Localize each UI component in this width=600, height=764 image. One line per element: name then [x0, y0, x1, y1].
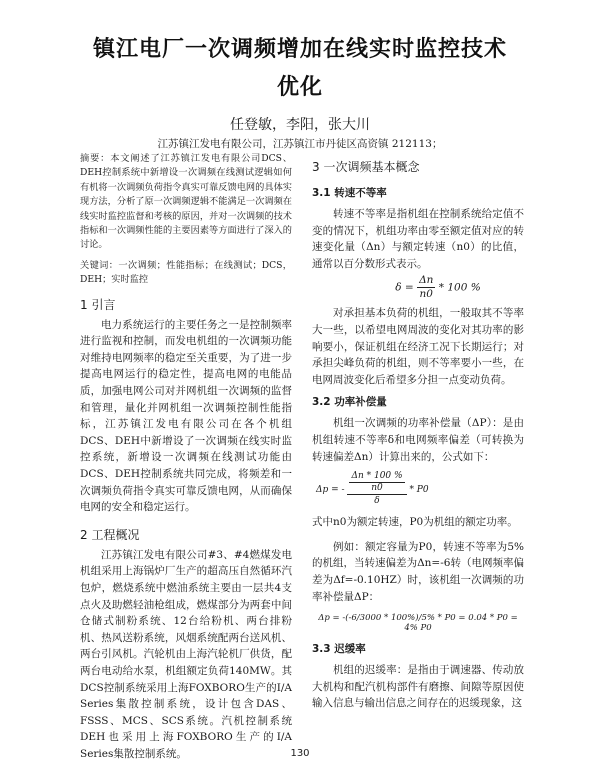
formula-delta-denominator: n0: [419, 288, 433, 301]
formula-power-inner-denominator: n0: [371, 483, 383, 494]
affiliation: 江苏镇江发电有限公司，江苏镇江市丹徒区高资镇 212113；: [157, 138, 443, 150]
section-2-paragraph: 江苏镇江发电有限公司#3、#4燃煤发电机组采用上海锅炉厂生产的超高压自然循环汽包炉，燃烧系统中燃油系统主要由一层共4支点火及助燃轻油枪组成，燃煤部分为两套中间仓储式制粉系统、12台给粉机、两台排粉机、热风送粉系统，风烟系统配两台送风机、两台引风机。汽轮机由上海汽轮机厂供货，配两台电动给水泵，机组额定负荷140MW。其DCS控制系统采用上海FOXBORO生产的I/A Series集散控制系统，设计包含DAS、FSSS、MCS、SCS系统。汽机控制系统DEH也采用上海FOXBORO生产的I/A Series集散控制系统。: [80, 548, 292, 760]
formula-example: Δp = -(-6/3000 * 100%)/5% * P0 = 0.04 * P0 = 4% P0: [318, 613, 518, 634]
formula-power-inner-numerator: Δn * 100 %: [351, 471, 403, 482]
abstract: 摘要：本文阐述了江苏镇江发电有限公司DCS、DEH控制系统中新增设一次调频在线测试逻辑如何有机将一次调频负荷指令真实可靠反馈电网的具体实现方法，分析了原一次调频逻辑不能满足一次调频在线实时监控监督和考核的原因，并对一次调频的技术指标和一次调频性能的主要因素等方面进行了深入的讨论。: [80, 153, 292, 251]
formula-power-denominator: δ: [374, 496, 380, 507]
formula-power-lhs: Δp = -: [316, 485, 345, 496]
formula-delta-numerator: Δn: [419, 274, 434, 287]
section-3-heading: 3 一次调频基本概念: [312, 160, 420, 174]
formula-delta-lhs: δ =: [395, 281, 414, 294]
section-3-1-heading: 3.1 转速不等率: [312, 187, 387, 199]
formula-delta-fraction: [417, 274, 435, 301]
paper-title-line1: 镇江电厂一次调频增加在线实时监控技术: [92, 37, 507, 62]
left-column: [80, 152, 292, 763]
section-1-heading: 1 引言: [80, 297, 116, 312]
section-3-1-paragraph-2: 对承担基本负荷的机组，一般取其不等率大一些，以希望电网周波的变化对其功率的影响要小，保证机组在经济工况下长期运行；对承担尖峰负荷的机组，则不等率要小一些，在电网周波变化后希望多分担一点变动负荷。: [312, 307, 524, 386]
section-2-heading: 2 工程概况: [80, 527, 140, 542]
section-3-2-paragraph-2: 式中n0为额定转速，P0为机组的额定功率。: [312, 516, 518, 529]
section-1-paragraph: 电力系统运行的主要任务之一是控制频率进行监视和控制，而发电机组的一次调频功能对维持电网频率的稳定至关重要，为了进一步提高电网运行的稳定性，提高电网的电能品质，加强电网公司对并网机组一次调频的监督和管理，量化并网机组一次调频控制性能指标，江苏镇江发电有限公司在各个机组DCS、DEH中新增设了一次调频在线实时监控系统，新增设一次调频在线测试功能由DCS、DEH控制系统共同完成，将频差和一次调频负荷指令真实可靠反馈电网，从而确保电网的安全和稳定运行。: [80, 318, 292, 514]
section-3-3-paragraph: 机组的迟缓率：是指由于调速器、传动放大机构和配汽机构部件有磨擦、间隙等原因使输入信息与输出信息之间存在的迟缓现象，这: [312, 664, 524, 710]
formula-power-numerator: [347, 471, 406, 495]
section-3-2-heading: 3.2 功率补偿量: [312, 396, 387, 409]
page-number: 130: [290, 748, 310, 759]
formula-power-rhs: * P0: [409, 485, 429, 496]
formula-power-inner-fraction: [349, 471, 404, 494]
right-column: [312, 152, 524, 712]
paper-title-line2: 优化: [276, 75, 323, 100]
section-3-1-paragraph: 转速不等率是指机组在控制系统给定值不变的情况下，机组功率由零至额定值对应的转速变化量（Δn）与额定转速（n0）的比值，通常以百分数形式表示。: [312, 208, 524, 270]
formula-power-fraction: [347, 471, 406, 508]
formula-power-compensation: [312, 471, 524, 508]
authors: 任登敏，李阳，张大川: [230, 117, 370, 133]
formula-delta-rhs: * 100 %: [438, 281, 481, 294]
section-3-2-paragraph-3: 例如：额定容量为P0，转速不等率为5%的机组，当转速偏差为Δn=-6转（电网频率偏差为Δf=-0.10HZ）时，该机组一次调频的功率补偿量ΔP：: [312, 540, 524, 603]
formula-delta: [352, 274, 524, 301]
section-3-3-heading: 3.3 迟缓率: [312, 643, 366, 656]
keywords: 关键词：一次调频；性能指标；在线测试；DCS，DEH；实时监控: [80, 259, 292, 286]
section-3-2-paragraph: 机组一次调频的功率补偿量（ΔP）：是由机组转速不等率δ和电网频率偏差（可转换为转速偏差Δn）计算出来的，公式如下：: [312, 417, 524, 463]
